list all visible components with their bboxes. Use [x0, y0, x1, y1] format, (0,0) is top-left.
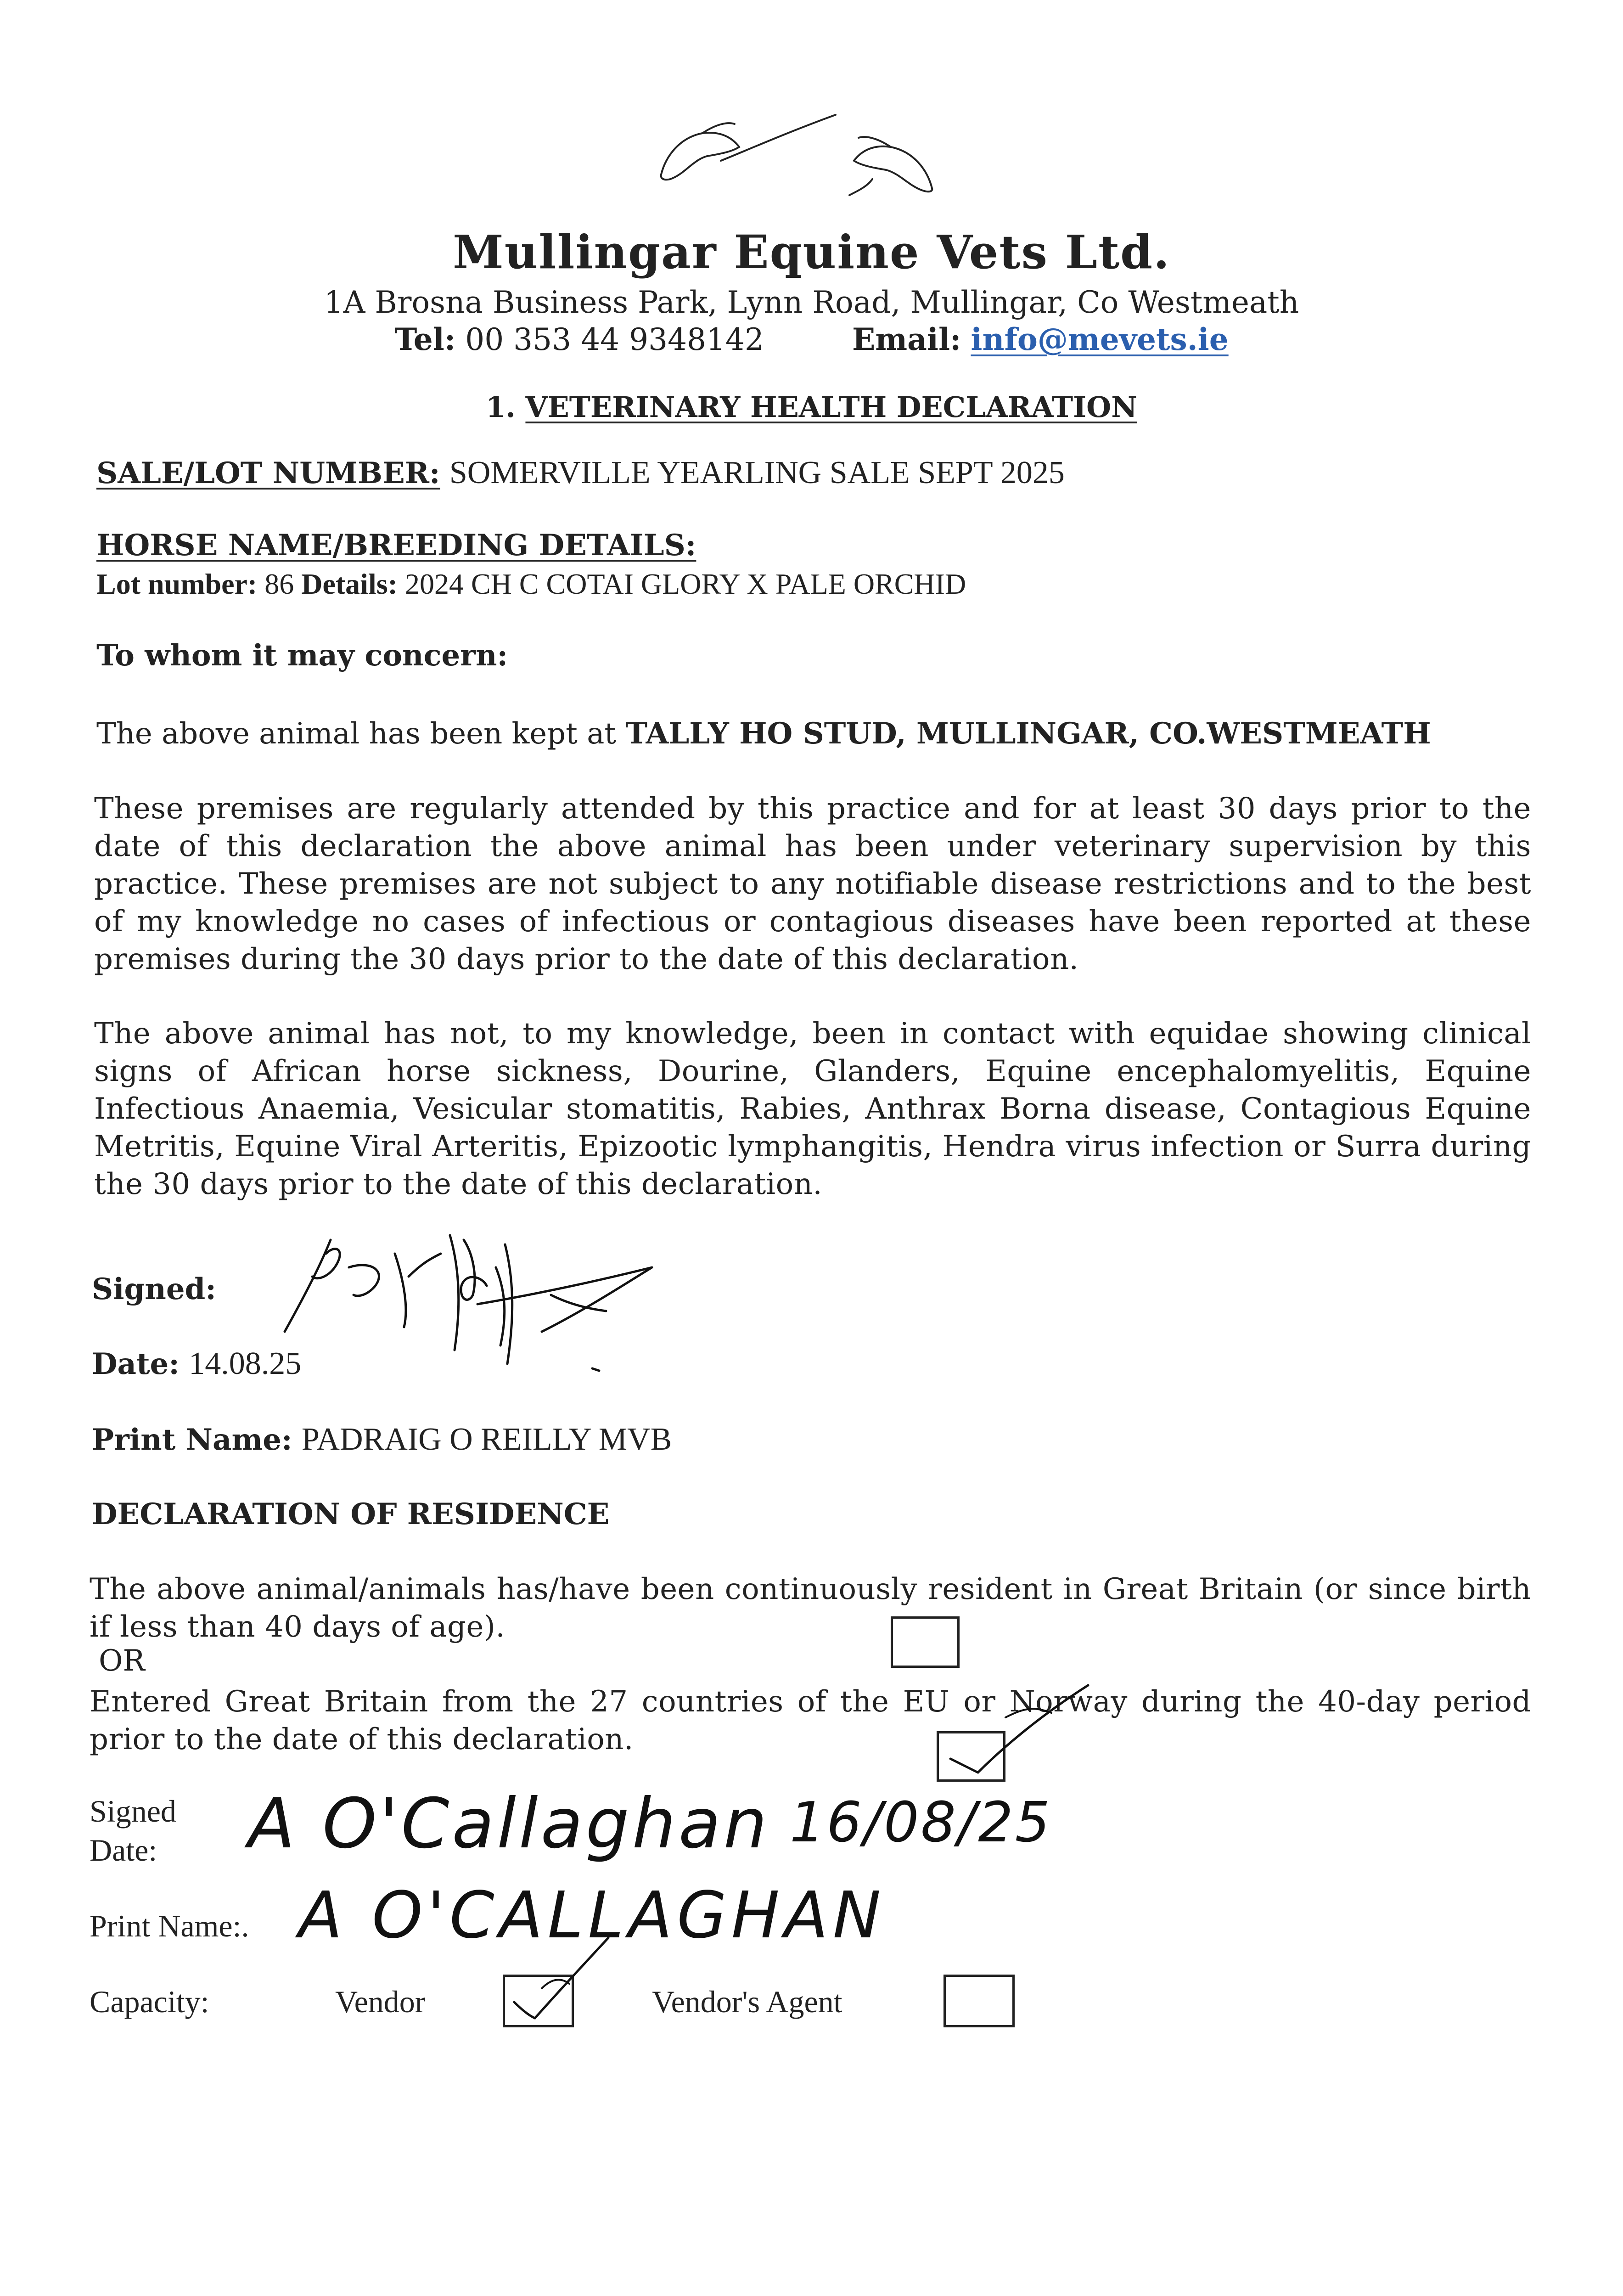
details-label: Details: — [301, 568, 398, 600]
supervision-paragraph: These premises are regularly attended by this practice and for at least 30 days prior to the date of this declaration the above animal has been under veterinary supervision by this practice. These premises are not subject to any notifiable disease restrictions and to the best of my knowledge no cases of infectious or contagious diseases have been reported at these premises during the 30 days prior to the date of this declaration. — [94, 792, 1531, 976]
kept-at-place: TALLY HO STUD, MULLINGAR, CO.WESTMEATH — [625, 716, 1431, 751]
capacity-label: Capacity: — [90, 1984, 209, 2019]
vet-print-row — [92, 1421, 672, 1458]
horse-heading: HORSE NAME/BREEDING DETAILS: — [96, 528, 696, 563]
residence-signed-label: Signed — [90, 1794, 176, 1829]
contact-paragraph: The above animal has not, to my knowledge, been in contact with equidae showing clinical signs of African horse sickness, Dourine, Glanders, Equine encephalomyelitis, Equine Infectious Anaemia, Vesicular stomatitis, Rabies, Anthrax Borna disease, Contagious Equine Metritis, Equine Viral Arteritis, Epizootic lymphangitis, Hendra virus infection or Surra during the 30 days prior to the date of this declaration. — [94, 1017, 1531, 1201]
sale-lot-value: SOMERVILLE YEARLING SALE SEPT 2025 — [449, 455, 1065, 490]
kept-at-text: The above animal has been kept at — [96, 717, 617, 751]
vendor-check-mark — [510, 1933, 615, 2025]
vendor-label: Vendor — [335, 1984, 426, 2019]
residence-heading: DECLARATION OF RESIDENCE — [92, 1497, 610, 1531]
vet-date-value: 14.08.25 — [189, 1346, 302, 1381]
email-label: Email: — [852, 321, 961, 357]
vendors-agent-checkbox[interactable] — [943, 1975, 1015, 2027]
vet-print-label: Print Name: — [92, 1423, 292, 1457]
section-title-text: VETERINARY HEALTH DECLARATION — [525, 390, 1137, 424]
residence-print-label: Print Name:. — [90, 1908, 249, 1943]
horse-details-row — [96, 567, 966, 601]
tel-value: 00 353 44 9348142 — [465, 322, 764, 357]
residence-date-label: Date: — [90, 1833, 157, 1868]
details-value: 2024 CH C COTAI GLORY X PALE ORCHID — [404, 568, 966, 600]
company-contact — [0, 321, 1623, 357]
company-logo — [652, 106, 946, 207]
option-2-check-mark — [946, 1681, 1097, 1782]
vet-signature — [257, 1212, 762, 1378]
company-address: 1A Brosna Business Park, Lynn Road, Mullingar, Co Westmeath — [324, 285, 1299, 320]
company-name: Mullingar Equine Vets Ltd. — [453, 225, 1170, 279]
section-number: 1. — [486, 390, 516, 424]
kept-at-row — [96, 716, 1431, 751]
lot-number-value: 86 — [264, 568, 294, 600]
email-link[interactable]: info@mevets.ie — [971, 321, 1229, 357]
sale-lot-row — [96, 455, 1065, 491]
tel-label: Tel: — [394, 321, 456, 357]
sale-lot-label: SALE/LOT NUMBER: — [96, 456, 440, 490]
residence-print-handwritten: A O'CALLAGHAN — [298, 1878, 886, 1953]
or-label: OR — [99, 1644, 145, 1678]
vet-date-label: Date: — [92, 1347, 180, 1381]
residence-option-1: The above animal/animals has/have been continuously resident in Great Britain (or since birth if less than 40 days of age). — [90, 1572, 1531, 1644]
lot-number-label: Lot number: — [96, 568, 258, 600]
section-title — [0, 390, 1623, 424]
vendors-agent-label: Vendor's Agent — [652, 1984, 842, 2019]
residence-option-1-checkbox[interactable] — [891, 1616, 960, 1668]
residence-signature: A O'Callaghan — [248, 1784, 770, 1864]
residence-date-handwritten: 16/08/25 — [790, 1791, 1052, 1855]
vet-print-value: PADRAIG O REILLY MVB — [301, 1422, 672, 1457]
residence-option-2: Entered Great Britain from the 27 countries of the EU or Norway during the 40-day period prior to the date of this declaration. — [90, 1685, 1531, 1756]
signed-label: Signed: — [92, 1272, 216, 1306]
salutation: To whom it may concern: — [96, 638, 508, 673]
vet-date-row — [92, 1345, 301, 1382]
